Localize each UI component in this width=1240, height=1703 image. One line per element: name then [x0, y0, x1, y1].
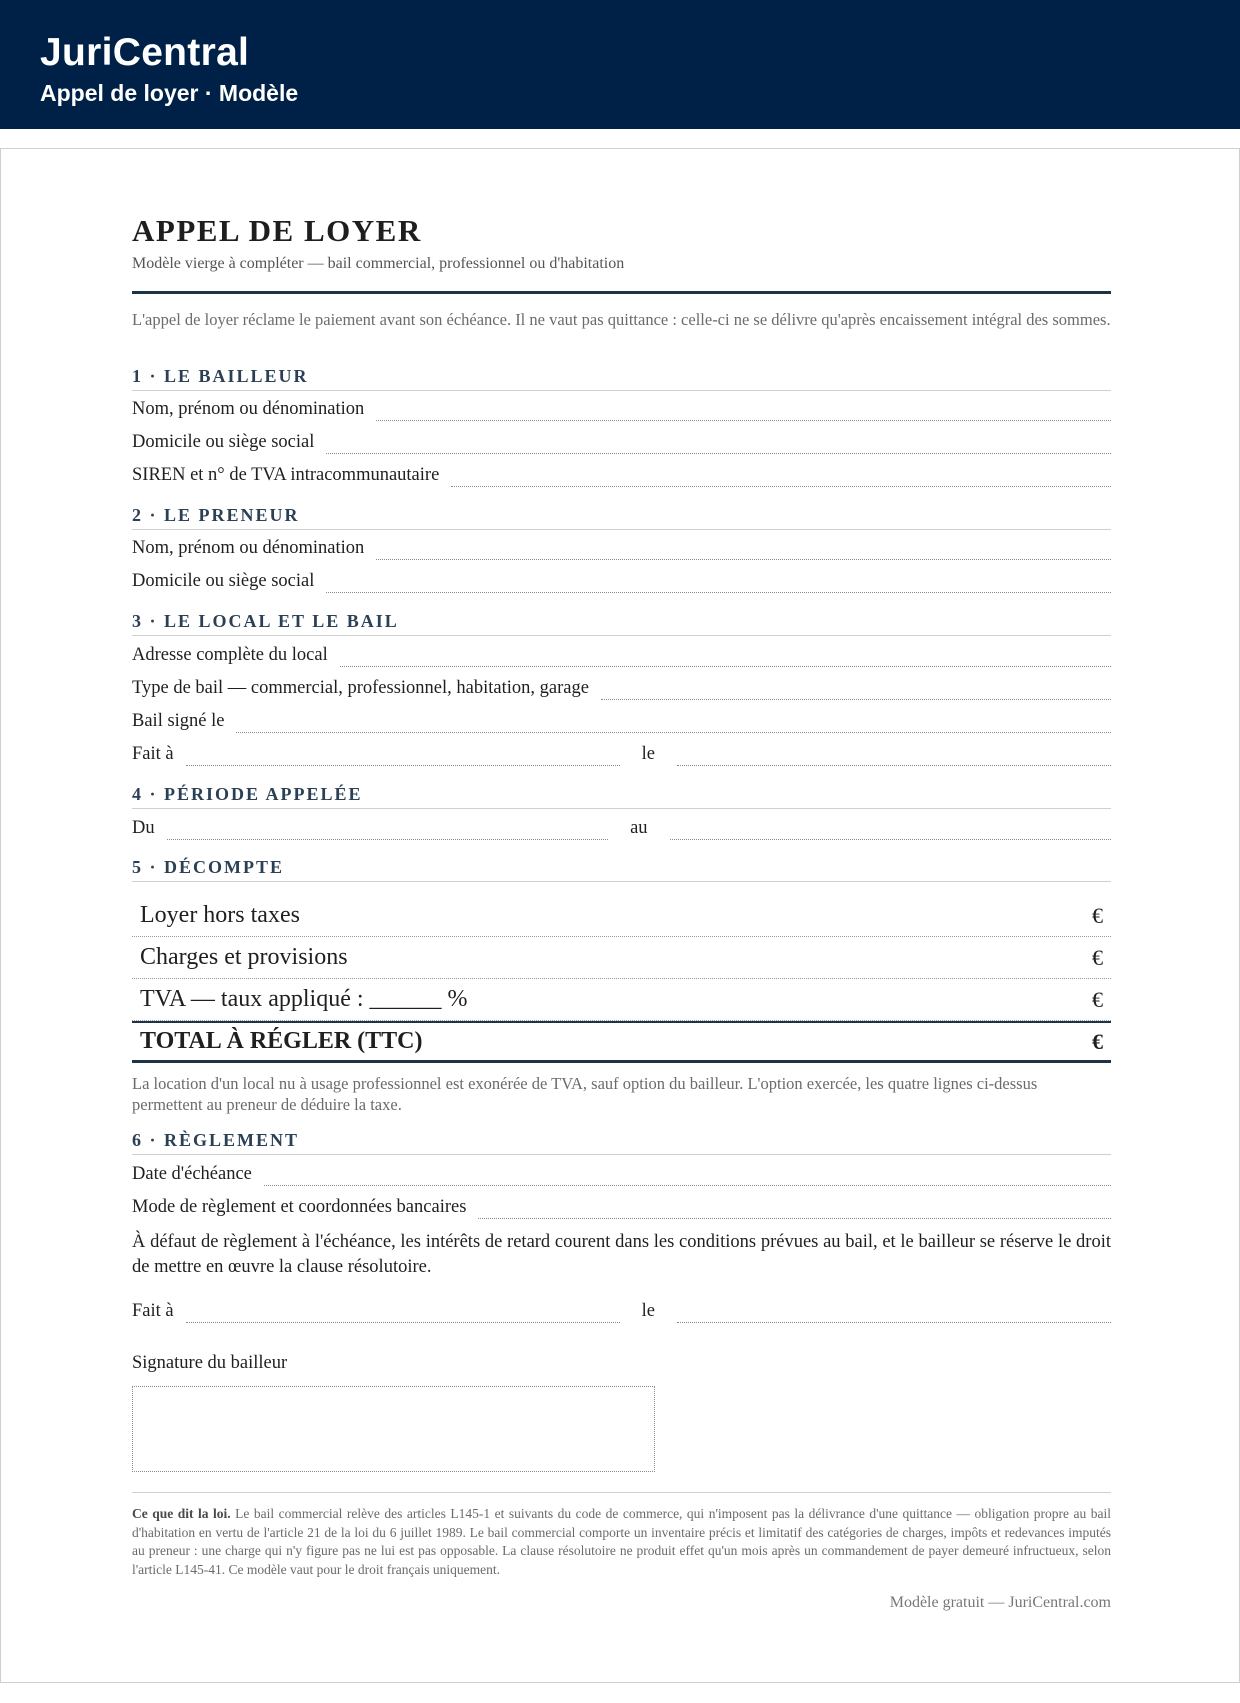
- section-heading-preneur: 2 · LE PRENEUR: [132, 503, 1111, 530]
- fill-line-date[interactable]: [677, 1303, 1111, 1323]
- field-label: Nom, prénom ou dénomination: [132, 538, 365, 558]
- fill-line-to[interactable]: [670, 820, 1111, 840]
- fill-line[interactable]: [326, 434, 1111, 454]
- legal-notice-text: Le bail commercial relève des articles L145-1 et suivants du code de commerce, qui n'imposent pas la délivrance d'une quittance — obligation propre au bail d'habitation en vertu de l'article 21 de la loi du 6 juillet 1989. Le bail commercial comporte un inventaire précis et limitatif des catégories de charges, impôts et redevances imputés au preneur : une charge qui n'y figure pas ne lui est pas opposable. La clause résolutoire ne produit effet qu'un mois après un commandement de payer demeuré infructueux, selon l'article L145-41. Ce modèle vaut pour le droit français uniquement.: [132, 1506, 1111, 1577]
- section-heading-local-bail: 3 · LE LOCAL ET LE BAIL: [132, 609, 1111, 636]
- section-heading-reglement: 6 · RÈGLEMENT: [132, 1128, 1111, 1155]
- legal-notice: [132, 1505, 1111, 1579]
- tva-note: La location d'un local nu à usage professionnel est exonérée de TVA, sauf option du bailleur. L'option exercée, les quatre lignes ci-dessus permettent au preneur de déduire la taxe.: [132, 1074, 1038, 1114]
- decompte-label: Loyer hors taxes: [140, 902, 300, 928]
- title-divider: [132, 291, 1111, 294]
- field-label: le: [641, 1301, 655, 1321]
- section-heading-decompte: 5 · DÉCOMPTE: [132, 855, 1111, 882]
- decompte-table: [132, 895, 1111, 1063]
- brand-logo: JuriCentral: [40, 31, 250, 74]
- footer-divider: [132, 1492, 1111, 1493]
- field-label: Date d'échéance: [132, 1164, 252, 1184]
- field-adresse-local[interactable]: [132, 643, 1111, 667]
- fill-line-place[interactable]: [186, 1303, 620, 1323]
- footer-credit: Modèle gratuit — JuriCentral.com: [889, 1594, 1111, 1611]
- signature-label: Signature du bailleur: [132, 1353, 288, 1373]
- field-periode[interactable]: [132, 816, 1111, 840]
- signature-box[interactable]: [132, 1386, 655, 1472]
- intro-note: L'appel de loyer réclame le paiement avant son échéance. Il ne vaut pas quittance : celle-ci ne se délivre qu'après encaissement intégral des sommes.: [132, 310, 1111, 329]
- field-bailleur-nom[interactable]: [132, 397, 1111, 421]
- field-label: Domicile ou siège social: [132, 571, 315, 591]
- document-subtitle: Modèle vierge à compléter — bail commercial, professionnel ou d'habitation: [132, 255, 625, 272]
- field-fait-a-le[interactable]: [132, 742, 1111, 766]
- decompte-label: TVA — taux appliqué : ______ %: [140, 986, 468, 1012]
- fill-line[interactable]: [451, 467, 1111, 487]
- document-sheet: [0, 148, 1240, 1683]
- fill-line[interactable]: [601, 680, 1111, 700]
- page-subtitle: Appel de loyer · Modèle: [40, 80, 299, 106]
- euro-unit: €: [1092, 986, 1103, 1012]
- field-label: Fait à: [132, 744, 174, 764]
- fill-line-place[interactable]: [186, 746, 620, 766]
- euro-unit: €: [1092, 1028, 1103, 1054]
- section-heading-periode: 4 · PÉRIODE APPELÉE: [132, 782, 1111, 809]
- field-mode-reglement[interactable]: [132, 1195, 1111, 1219]
- decompte-row[interactable]: [132, 979, 1111, 1021]
- field-label: Bail signé le: [132, 711, 225, 731]
- top-banner: [0, 0, 1240, 129]
- fill-line[interactable]: [478, 1199, 1111, 1219]
- field-label: Nom, prénom ou dénomination: [132, 399, 365, 419]
- field-label: SIREN et n° de TVA intracommunautaire: [132, 465, 440, 485]
- fill-line[interactable]: [376, 540, 1111, 560]
- field-label: Adresse complète du local: [132, 645, 328, 665]
- field-type-bail[interactable]: [132, 676, 1111, 700]
- document-title: APPEL DE LOYER: [132, 213, 422, 248]
- field-fait-a-le-signature[interactable]: [132, 1299, 1111, 1323]
- section-heading-bailleur: 1 · LE BAILLEUR: [132, 364, 1111, 391]
- field-label: Fait à: [132, 1301, 174, 1321]
- decompte-total-label: TOTAL À RÉGLER (TTC): [140, 1028, 423, 1054]
- field-label: Type de bail — commercial, professionnel, habitation, garage: [132, 678, 589, 698]
- field-label: le: [641, 744, 655, 764]
- field-preneur-nom[interactable]: [132, 536, 1111, 560]
- fill-line[interactable]: [376, 401, 1111, 421]
- fill-line[interactable]: [236, 713, 1111, 733]
- field-label: Mode de règlement et coordonnées bancaires: [132, 1197, 467, 1217]
- legal-notice-title: Ce que dit la loi.: [132, 1506, 231, 1521]
- euro-unit: €: [1092, 944, 1103, 970]
- field-preneur-domicile[interactable]: [132, 569, 1111, 593]
- decompte-label: Charges et provisions: [140, 944, 348, 970]
- fill-line[interactable]: [326, 573, 1111, 593]
- decompte-row[interactable]: [132, 937, 1111, 979]
- decompte-total-row[interactable]: [132, 1021, 1111, 1063]
- field-label: au: [630, 818, 648, 838]
- field-label: Du: [132, 818, 155, 838]
- late-payment-clause: À défaut de règlement à l'échéance, les intérêts de retard courent dans les conditions prévues au bail, et le bailleur se réserve le droit de mettre en œuvre la clause résolutoire.: [132, 1232, 1111, 1277]
- euro-unit: €: [1092, 902, 1103, 928]
- field-label: Domicile ou siège social: [132, 432, 315, 452]
- decompte-row[interactable]: [132, 895, 1111, 937]
- fill-line[interactable]: [264, 1166, 1111, 1186]
- field-bailleur-siren[interactable]: [132, 463, 1111, 487]
- fill-line[interactable]: [340, 647, 1111, 667]
- fill-line-from[interactable]: [167, 820, 608, 840]
- field-bail-signe[interactable]: [132, 709, 1111, 733]
- field-bailleur-domicile[interactable]: [132, 430, 1111, 454]
- field-date-echeance[interactable]: [132, 1162, 1111, 1186]
- fill-line-date[interactable]: [677, 746, 1111, 766]
